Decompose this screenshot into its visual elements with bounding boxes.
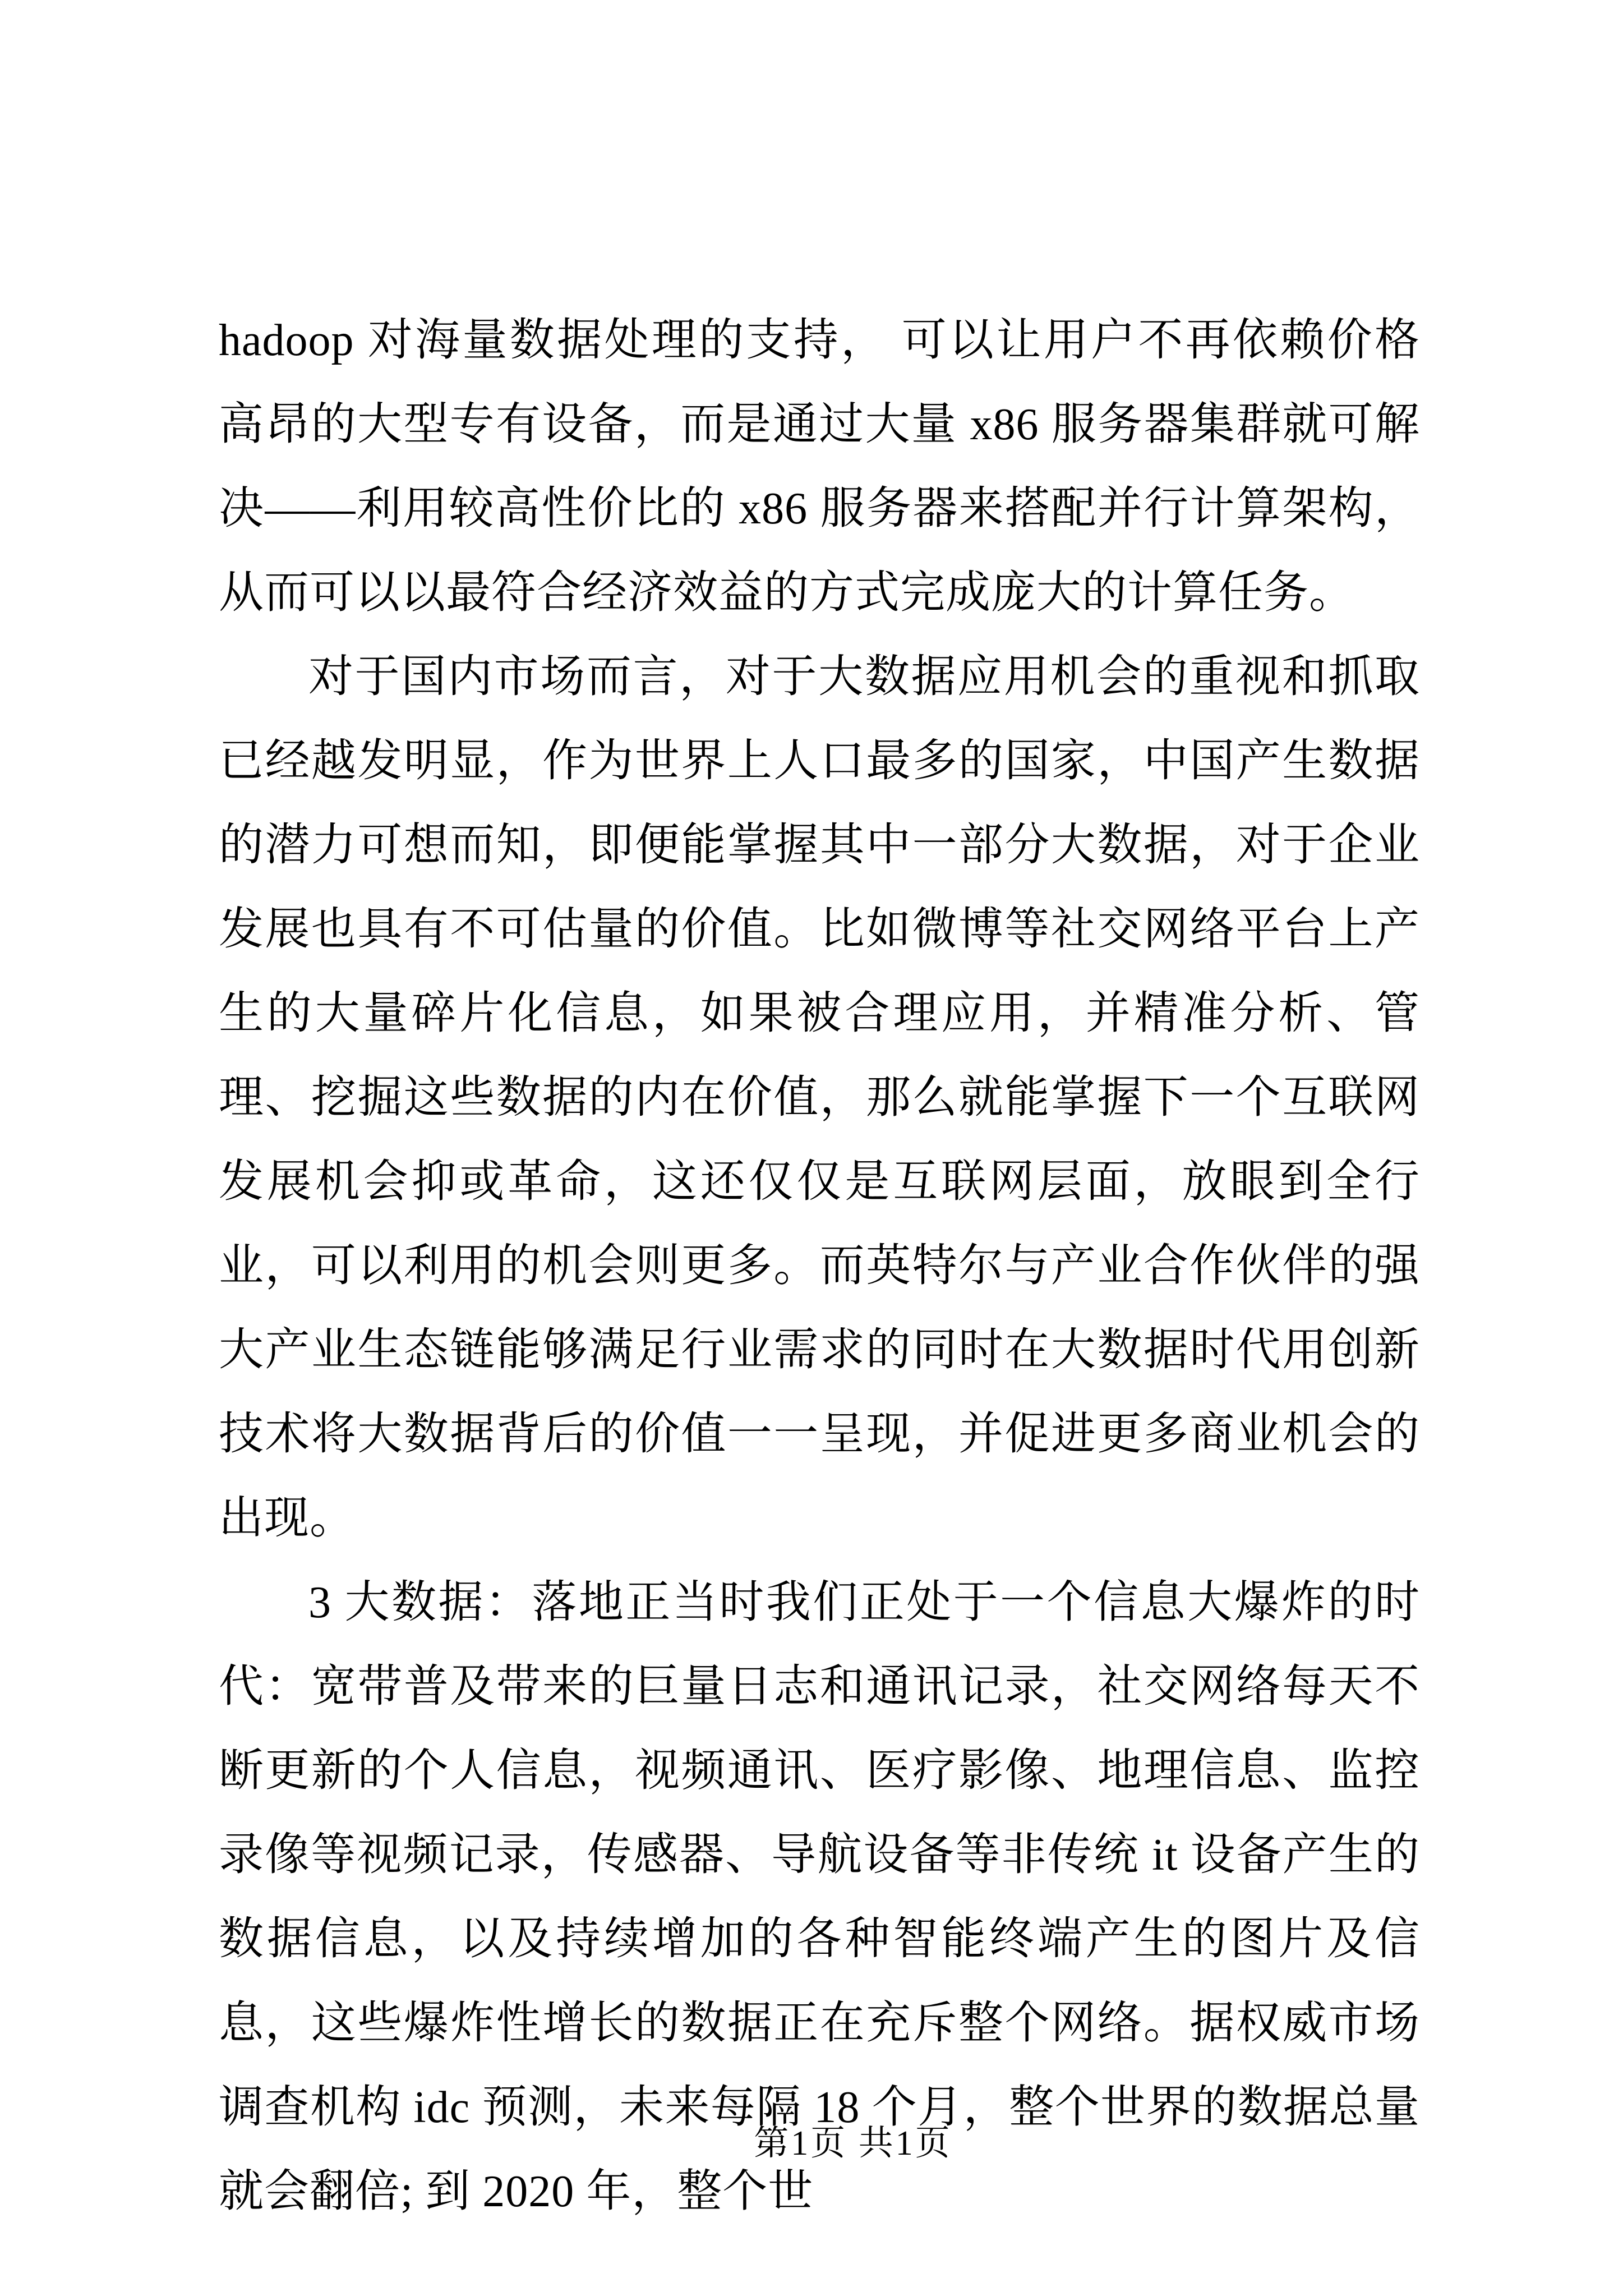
paragraph: 对于国内市场而言，对于大数据应用机会的重视和抓取已经越发明显，作为世界上人口最多的国家，中国产生数据的潜力可想而知，即便能掌握其中一部分大数据，对于企业发展也具有不可估量的价值。比如微博等社交网络平台上产生的大量碎片化信息，如果被合理应用，并精准分析、管理、挖掘这些数据的内在价值，那么就能掌握下一个互联网发展机会抑或革命，这还仅仅是互联网层面，放眼到全行业，可以利用的机会则更多。而英特尔与产业合作伙伴的强大产业生态链能够满足行业需求的同时在大数据时代用创新技术将大数据背后的价值一一呈现，并促进更多商业机会的出现。 bbox=[219, 652, 1420, 1543]
document-body bbox=[219, 298, 1420, 2234]
page-number-label: 第1页 共1页 bbox=[754, 2124, 952, 2162]
paragraph: 3 大数据：落地正当时我们正处于一个信息大爆炸的时代：宽带普及带来的巨量日志和通讯记录，社交网络每天不断更新的个人信息，视频通讯、医疗影像、地理信息、监控录像等视频记录，传感器、导航设备等非传统 it 设备产生的数据信息，以及持续增加的各种智能终端产生的图片及信息，这些爆炸性增长的数据正在充斥整个网络。据权威市场调查机构 idc 预测，未来每隔 18 个月，整个世界的数据总量就会翻倍; 到 2020 年，整个世 bbox=[219, 1578, 1420, 2216]
paragraph: hadoop 对海量数据处理的支持， 可以让用户不再依赖价格高昂的大型专有设备，而是通过大量 x86 服务器集群就可解决——利用较高性价比的 x86 服务器来搭配并行计算架构，从而可以以最符合经济效益的方式完成庞大的计算任务。 bbox=[219, 316, 1420, 618]
page-footer bbox=[252, 2119, 1454, 2168]
